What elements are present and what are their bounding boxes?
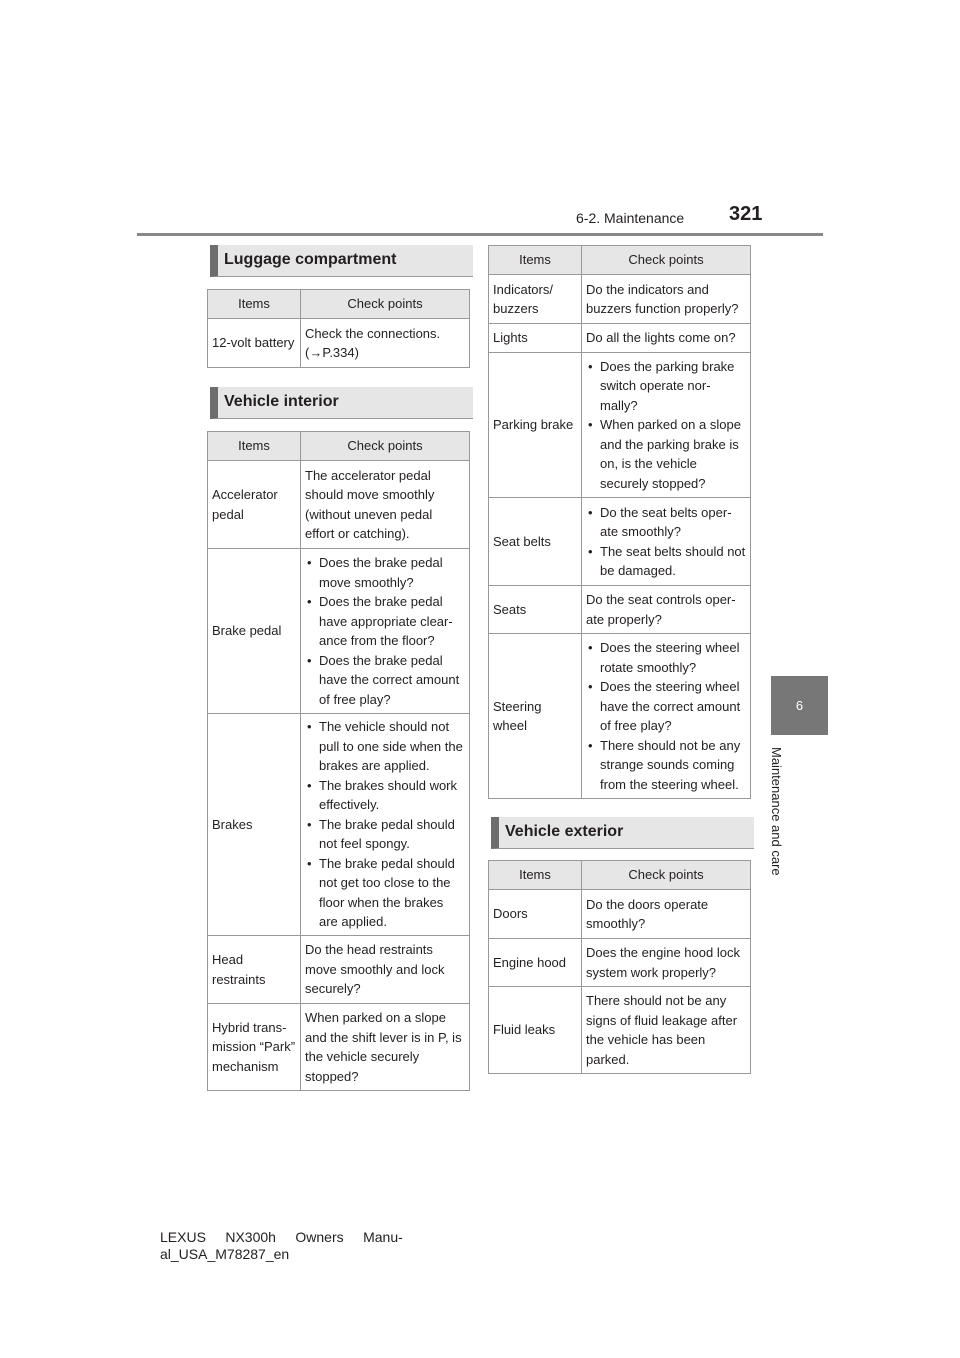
item-cell: Seats: [489, 586, 582, 634]
bullet-list: [586, 357, 746, 494]
chapter-title: Maintenance and care: [769, 747, 784, 876]
item-cell: Fluid leaks: [489, 987, 582, 1074]
points-cell: There should not be any signs of fluid leakage after the vehicle has been parked.: [582, 987, 751, 1074]
table-header-row: [489, 861, 751, 890]
exterior-table: [488, 860, 751, 1074]
header-rule: [137, 233, 823, 236]
interior-continued-table: [488, 245, 751, 799]
points-cell: Does the engine hood lock system work properly?: [582, 939, 751, 987]
table-row: [208, 461, 470, 549]
points-cell: When parked on a slope and the shift lever is in P, is the vehicle securely stopped?: [301, 1004, 470, 1091]
item-cell: Brake pedal: [208, 549, 301, 714]
bullet-list: [586, 503, 746, 581]
col-header-check-points: Check points: [301, 290, 470, 319]
item-cell: Indicators/ buzzers: [489, 275, 582, 324]
points-cell: Do the seat controls oper-ate properly?: [582, 586, 751, 634]
table-row: [489, 586, 751, 634]
points-cell: Check the connections. (→P.334): [301, 319, 470, 368]
bullet-item: • Do the seat belts oper-ate smoothly?: [586, 503, 746, 542]
item-cell: Seat belts: [489, 498, 582, 586]
points-cell: [582, 498, 751, 586]
table-row: [489, 275, 751, 324]
page-number: 321: [729, 203, 763, 225]
bullet-item: • When parked on a slope and the parking brake is on, is the vehicle securely stopped?: [586, 415, 746, 493]
bullet-item: • The vehicle should not pull to one side when the brakes are applied.: [305, 717, 465, 776]
bullet-list: [586, 638, 746, 794]
item-cell: Doors: [489, 890, 582, 939]
section-luggage-compartment: Luggage compartment: [210, 245, 473, 277]
table-row: [208, 319, 470, 368]
table-row: [208, 549, 470, 714]
table-header-row: [208, 290, 470, 319]
bullet-item: • The seat belts should not be damaged.: [586, 542, 746, 581]
interior-table: [207, 431, 470, 1091]
table-row: [208, 936, 470, 1004]
bullet-item: • Does the parking brake switch operate nor-mally?: [586, 357, 746, 416]
footer-line-1: LEXUS NX300h Owners Manu-: [160, 1229, 403, 1245]
item-cell: Hybrid trans-mission “Park” mechanism: [208, 1004, 301, 1091]
footer: [160, 1229, 460, 1263]
section-vehicle-interior: Vehicle interior: [210, 387, 473, 419]
col-header-items: Items: [489, 246, 582, 275]
col-header-items: Items: [208, 432, 301, 461]
bullet-item: • The brake pedal should not feel spongy.: [305, 815, 465, 854]
table-header-row: [489, 246, 751, 275]
bullet-item: • Does the brake pedal have the correct amount of free play?: [305, 651, 465, 710]
bullet-item: • The brakes should work effectively.: [305, 776, 465, 815]
col-header-items: Items: [208, 290, 301, 319]
bullet-item: • Does the steering wheel have the correct amount of free play?: [586, 677, 746, 736]
table-row: [489, 634, 751, 799]
points-cell: Do the head restraints move smoothly and lock securely?: [301, 936, 470, 1004]
bullet-item: • Does the steering wheel rotate smoothly?: [586, 638, 746, 677]
table-row: [489, 987, 751, 1074]
col-header-check-points: Check points: [301, 432, 470, 461]
item-cell: Parking brake: [489, 353, 582, 498]
points-cell: [301, 714, 470, 936]
col-header-check-points: Check points: [582, 246, 751, 275]
points-cell: [582, 634, 751, 799]
bullet-item: • The brake pedal should not get too close to the floor when the brakes are applied.: [305, 854, 465, 932]
bullet-item: • Does the brake pedal move smoothly?: [305, 553, 465, 592]
chapter-label: [768, 747, 788, 897]
footer-line-2: al_USA_M78287_en: [160, 1246, 290, 1262]
points-cell: The accelerator pedal should move smoothly (without uneven pedal effort or catching).: [301, 461, 470, 549]
points-cell: [582, 353, 751, 498]
points-cell: Do the doors operate smoothly?: [582, 890, 751, 939]
item-cell: Brakes: [208, 714, 301, 936]
table-row: [489, 939, 751, 987]
points-cell: Do the indicators and buzzers function properly?: [582, 275, 751, 324]
luggage-table: [207, 289, 470, 368]
item-cell: Engine hood: [489, 939, 582, 987]
bullet-list: [305, 553, 465, 709]
table-row: [489, 324, 751, 353]
col-header-items: Items: [489, 861, 582, 890]
table-row: [489, 890, 751, 939]
item-cell: 12-volt battery: [208, 319, 301, 368]
bullet-list: [305, 717, 465, 932]
points-cell: Do all the lights come on?: [582, 324, 751, 353]
item-cell: Accelerator pedal: [208, 461, 301, 549]
col-header-check-points: Check points: [582, 861, 751, 890]
table-row: [489, 498, 751, 586]
table-header-row: [208, 432, 470, 461]
item-cell: Head restraints: [208, 936, 301, 1004]
section-vehicle-exterior: Vehicle exterior: [491, 817, 754, 849]
bullet-item: • There should not be any strange sounds coming from the steering wheel.: [586, 736, 746, 795]
table-row: [208, 1004, 470, 1091]
item-cell: Steering wheel: [489, 634, 582, 799]
bullet-item: • Does the brake pedal have appropriate clear-ance from the floor?: [305, 592, 465, 651]
table-row: [489, 353, 751, 498]
item-cell: Lights: [489, 324, 582, 353]
chapter-tab: 6: [771, 676, 828, 735]
table-row: [208, 714, 470, 936]
points-cell: [301, 549, 470, 714]
header-section: 6-2. Maintenance: [576, 210, 685, 226]
